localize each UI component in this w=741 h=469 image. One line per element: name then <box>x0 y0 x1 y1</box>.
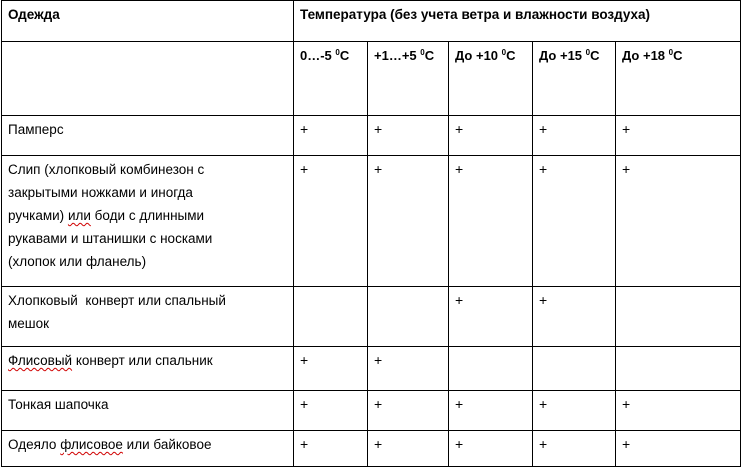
temp-value: 0…-5 <box>300 48 336 63</box>
table-row <box>2 287 741 347</box>
plus-mark <box>616 287 740 289</box>
mark-cell <box>616 431 741 467</box>
plus-mark: + <box>539 436 548 452</box>
clothing-cell <box>2 431 294 467</box>
mark-cell <box>616 347 741 391</box>
temp-column-header <box>294 42 368 116</box>
plus-mark: + <box>374 436 383 452</box>
clothing-name-line: (хлопок или фланель) <box>8 254 147 269</box>
plus-mark: + <box>300 161 309 177</box>
mark-cell <box>368 116 449 156</box>
clothing-cell <box>2 116 294 156</box>
mark-cell <box>368 391 449 431</box>
mark-cell <box>449 431 533 467</box>
degree-sign: 0 <box>501 48 507 57</box>
plus-mark: + <box>539 161 548 177</box>
table-row <box>2 156 741 287</box>
mark-cell <box>449 391 533 431</box>
mark-cell <box>533 116 616 156</box>
clothing-name-line: рукавами и штанишки с носками <box>8 231 213 246</box>
plus-mark: + <box>300 121 309 137</box>
plus-mark: + <box>455 161 464 177</box>
clothing-name-line: мешок <box>8 316 50 331</box>
plus-mark: + <box>539 292 548 308</box>
mark-cell <box>449 156 533 287</box>
temp-unit: C <box>424 48 435 63</box>
mark-cell <box>294 431 368 467</box>
temperature-columns-row <box>2 42 741 116</box>
mark-cell <box>533 347 616 391</box>
temp-column-header <box>449 42 533 116</box>
temp-unit: C <box>339 48 350 63</box>
degree-sign: 0 <box>585 48 591 57</box>
plus-mark: + <box>300 436 309 452</box>
plus-mark <box>449 347 532 349</box>
table-row <box>2 391 741 431</box>
temp-unit: C <box>506 48 516 63</box>
temperature-header: Температура (без учета ветра и влажности воздуха) <box>300 7 651 22</box>
plus-mark: + <box>374 121 383 137</box>
mark-cell <box>533 431 616 467</box>
table-row <box>2 347 741 391</box>
clothing-name-line: Хлопковый конверт или спальный <box>8 293 226 308</box>
plus-mark: + <box>300 396 309 412</box>
clothing-name-line: Тонкая шапочка <box>8 397 109 412</box>
clothing-cell <box>2 287 294 347</box>
degree-sign: 0 <box>420 48 425 57</box>
plus-mark: + <box>300 352 309 368</box>
mark-cell <box>616 287 741 347</box>
mark-cell <box>368 287 449 347</box>
clothing-name-line: Памперс <box>8 122 64 137</box>
temperature-header-cell <box>294 1 741 42</box>
temp-column-header <box>616 42 741 116</box>
mark-cell <box>294 347 368 391</box>
plus-mark: + <box>622 161 631 177</box>
clothing-header: Одежда <box>8 7 60 22</box>
plus-mark: + <box>622 121 631 137</box>
clothing-header-cell <box>2 1 294 42</box>
mark-cell <box>533 287 616 347</box>
mark-cell <box>294 391 368 431</box>
clothing-name-line: закрытыми ножками и иногда <box>8 185 193 200</box>
degree-sign: 0 <box>335 48 340 57</box>
degree-sign: 0 <box>668 48 674 57</box>
plus-mark: + <box>622 396 631 412</box>
plus-mark <box>368 287 448 289</box>
plus-mark: + <box>455 121 464 137</box>
mark-cell <box>533 156 616 287</box>
mark-cell <box>449 116 533 156</box>
mark-cell <box>616 116 741 156</box>
clothing-cell <box>2 156 294 287</box>
plus-mark: + <box>455 436 464 452</box>
mark-cell <box>449 347 533 391</box>
plus-mark: + <box>374 161 383 177</box>
plus-mark <box>294 287 367 289</box>
mark-cell <box>449 287 533 347</box>
plus-mark: + <box>374 352 383 368</box>
mark-cell <box>294 287 368 347</box>
table-row <box>2 116 741 156</box>
temp-value: До +10 <box>455 48 502 63</box>
temp-unit: C <box>590 48 600 63</box>
plus-mark: + <box>374 396 383 412</box>
temp-column-header <box>533 42 616 116</box>
mark-cell <box>616 156 741 287</box>
clothing-name-line: Флисовый конверт или спальник <box>8 353 213 368</box>
temp-column-header <box>368 42 449 116</box>
mark-cell <box>368 156 449 287</box>
plus-mark <box>533 347 615 349</box>
temp-value: +1…+5 <box>374 48 421 63</box>
mark-cell <box>533 391 616 431</box>
clothing-name-line: Слип (хлопковый комбинезон с <box>8 162 205 177</box>
temp-value: До +18 <box>622 48 669 63</box>
plus-mark: + <box>455 396 464 412</box>
clothing-temperature-table <box>1 0 741 467</box>
clothing-name-line: Одеяло флисовое или байковое <box>8 437 212 452</box>
clothing-name-line: ручками) или боди с длинными <box>8 208 205 223</box>
plus-mark: + <box>539 121 548 137</box>
header-row <box>2 1 741 42</box>
plus-mark <box>616 347 740 349</box>
mark-cell <box>368 347 449 391</box>
table-row <box>2 431 741 467</box>
plus-mark: + <box>455 292 464 308</box>
mark-cell <box>616 391 741 431</box>
clothing-cell <box>2 391 294 431</box>
empty-header-cell <box>2 42 294 116</box>
mark-cell <box>294 116 368 156</box>
plus-mark: + <box>622 436 631 452</box>
clothing-cell <box>2 347 294 391</box>
temp-value: До +15 <box>539 48 586 63</box>
temp-unit: C <box>673 48 683 63</box>
mark-cell <box>368 431 449 467</box>
mark-cell <box>294 156 368 287</box>
plus-mark: + <box>539 396 548 412</box>
